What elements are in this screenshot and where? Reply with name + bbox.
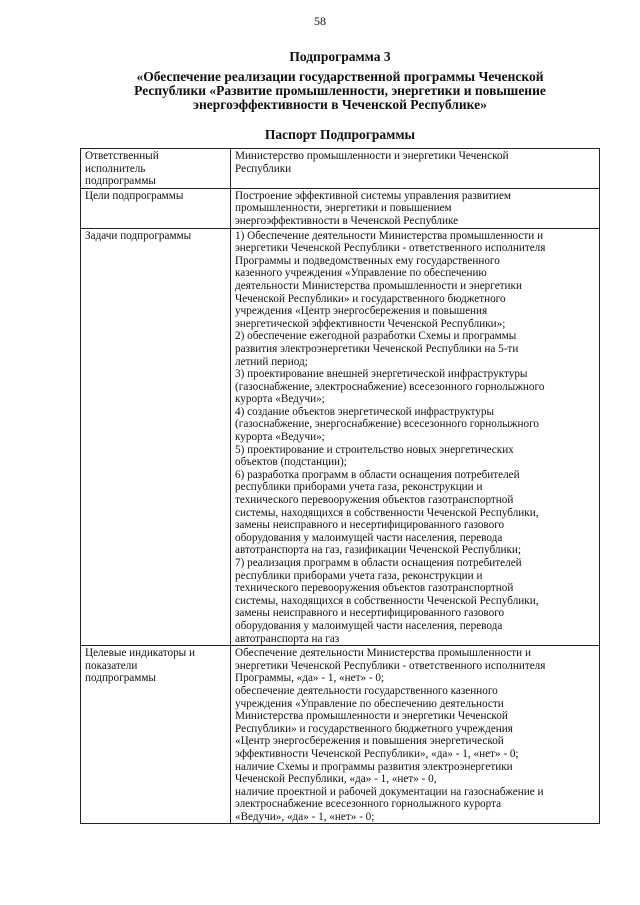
row-label-line: Цели подпрограммы xyxy=(85,189,184,202)
row-value-line: наличие Схемы и программы развития электроэнергетики xyxy=(235,760,513,773)
row-value-cell xyxy=(231,646,600,824)
table-row xyxy=(81,228,600,646)
row-value-line: республики приборами учета газа, реконструкции и xyxy=(235,569,483,582)
row-value-line: 3) проектирование внешней энергетической инфраструктуры xyxy=(235,368,528,381)
row-label-cell xyxy=(81,188,231,228)
row-value-line: эффективности Чеченской Республики», «да» - 1, «нет» - 0; xyxy=(235,747,519,760)
row-value-line: 7) реализация программ в области оснащения потребителей xyxy=(235,557,522,569)
row-value-line: (газоснабжение, энергоснабжение) всесезонного горнолыжного xyxy=(235,418,540,431)
title-block xyxy=(80,49,600,112)
row-label-cell xyxy=(81,228,231,646)
title-line: энергоэффективности в Чеченской Республике» xyxy=(193,97,487,112)
row-value-line: системы, находящихся в собственности Чеченской Республики, xyxy=(235,594,539,607)
passport-heading: Паспорт Подпрограммы xyxy=(264,127,416,142)
row-value-line: курорта «Ведучи»; xyxy=(235,393,325,406)
row-value-line: 1) Обеспечение деятельности Министерства промышленности и xyxy=(235,229,544,242)
row-label-line: Целевые индикаторы и xyxy=(85,647,195,660)
row-value-line: республики приборами учета газа, реконструкции и xyxy=(235,481,483,494)
row-value-line: курорта «Ведучи»; xyxy=(235,431,325,444)
row-label-line: показатели xyxy=(85,659,138,672)
row-value-line: казенного учреждения «Управление по обеспечению xyxy=(235,267,487,280)
row-value-line: промышленности, энергетики и повышением xyxy=(235,202,452,215)
row-value-line: 6) разработка программ в области оснащения потребителей xyxy=(235,468,520,481)
row-value-line: деятельности Министерства промышленности и энергетики xyxy=(235,279,522,292)
row-value-cell xyxy=(231,228,600,646)
row-value-line: Программы, «да» - 1, «нет» - 0; xyxy=(235,672,385,685)
row-value-line: учреждения «Центр энергосбережения и повышения xyxy=(235,305,488,318)
row-value-line: учреждения «Управление по обеспечению деятельности xyxy=(235,697,504,710)
row-value-line: электроснабжение всесезонного горнолыжного курорта xyxy=(235,798,502,811)
row-value-line: Программы и подведомственных ему государственного xyxy=(235,254,500,267)
row-label-line: подпрограммы xyxy=(85,672,156,685)
row-value-cell xyxy=(231,149,600,189)
row-value-line: оборудования у малоимущей части населения, перевода xyxy=(235,531,503,544)
row-value-line: замены неисправного и несертифицированного газового xyxy=(235,519,505,532)
row-value-line: энергетической эффективности Чеченской Республики»; xyxy=(235,317,506,330)
subprogram-full-title xyxy=(80,70,600,112)
row-value-line: энергетики Чеченской Республики - ответственного исполнителя xyxy=(235,242,546,255)
row-label-line: исполнитель xyxy=(85,162,146,175)
row-label-cell xyxy=(81,646,231,824)
row-value-line: Республики xyxy=(235,162,292,175)
row-label-cell xyxy=(81,149,231,189)
row-value-line: Обеспечение деятельности Министерства промышленности и xyxy=(235,647,531,660)
row-value-line: Министерство промышленности и энергетики Чеченской xyxy=(235,150,509,162)
row-value-line: «Ведучи», «да» - 1, «нет» - 0; xyxy=(235,810,375,823)
row-value-line: объектов (подстанции); xyxy=(235,456,347,469)
row-value-line: 5) проектирование и строительство новых энергетических xyxy=(235,443,514,456)
row-value-line: (газоснабжение, электроснабжение) всесезонного горнолыжного xyxy=(235,380,545,393)
row-value-cell xyxy=(231,188,600,228)
row-value-line: технического перевооружения объектов газотранспортной xyxy=(235,582,514,595)
row-value-line: летний период; xyxy=(235,355,308,368)
row-value-line: обеспечение деятельности государственного казенного xyxy=(235,684,498,697)
title-line: «Обеспечение реализации государственной программы Чеченской xyxy=(136,69,544,84)
row-value-line: замены неисправного и несертифицированного газового xyxy=(235,607,505,620)
row-value-line: технического перевооружения объектов газотранспортной xyxy=(235,494,514,507)
page-number: 58 xyxy=(314,14,326,28)
row-value-line: 4) создание объектов энергетической инфраструктуры xyxy=(235,405,495,418)
row-value-line: Чеченской Республики» и государственного бюджетного xyxy=(235,292,506,305)
row-value-line: автотранспорта на газ xyxy=(235,632,340,645)
passport-table xyxy=(80,148,600,824)
row-value-line: энергоэффективности в Чеченской Республике xyxy=(235,214,459,227)
row-label-line: подпрограммы xyxy=(85,175,156,188)
title-line: Республики «Развитие промышленности, энергетики и повышение xyxy=(134,83,546,98)
row-value-line: энергетики Чеченской Республики - ответственного исполнителя xyxy=(235,659,546,672)
row-value-line: автотранспорта на газ, газификации Чеченской Республики; xyxy=(235,544,521,557)
row-value-line: Построение эффективной системы управления развитием xyxy=(235,189,511,202)
row-value-line: Республики» и государственного бюджетного учреждения xyxy=(235,722,513,735)
row-value-line: наличие проектной и рабочей документации на газоснабжение и xyxy=(235,785,544,798)
table-row xyxy=(81,149,600,189)
passport-table-body xyxy=(81,149,600,824)
row-value-line: системы, находящихся в собственности Чеченской Республики, xyxy=(235,506,539,519)
row-value-line: Чеченской Республики, «да» - 1, «нет» - 0, xyxy=(235,773,437,786)
row-value-line: оборудования у малоимущей части населения, перевода xyxy=(235,619,503,632)
table-row xyxy=(81,646,600,824)
row-value-line: развития электроэнергетики Чеченской Республики на 5-ти xyxy=(235,342,519,355)
row-label-line: Ответственный xyxy=(85,150,159,162)
subprogram-title: Подпрограмма 3 xyxy=(289,49,391,64)
row-value-line: 2) обеспечение ежегодной разработки Схемы и программы xyxy=(235,330,517,343)
row-value-line: «Центр энергосбережения и повышения энергетической xyxy=(235,735,504,748)
row-label-line: Задачи подпрограммы xyxy=(85,229,192,242)
row-value-line: Министерства промышленности и энергетики Чеченской xyxy=(235,710,508,723)
table-row xyxy=(81,188,600,228)
